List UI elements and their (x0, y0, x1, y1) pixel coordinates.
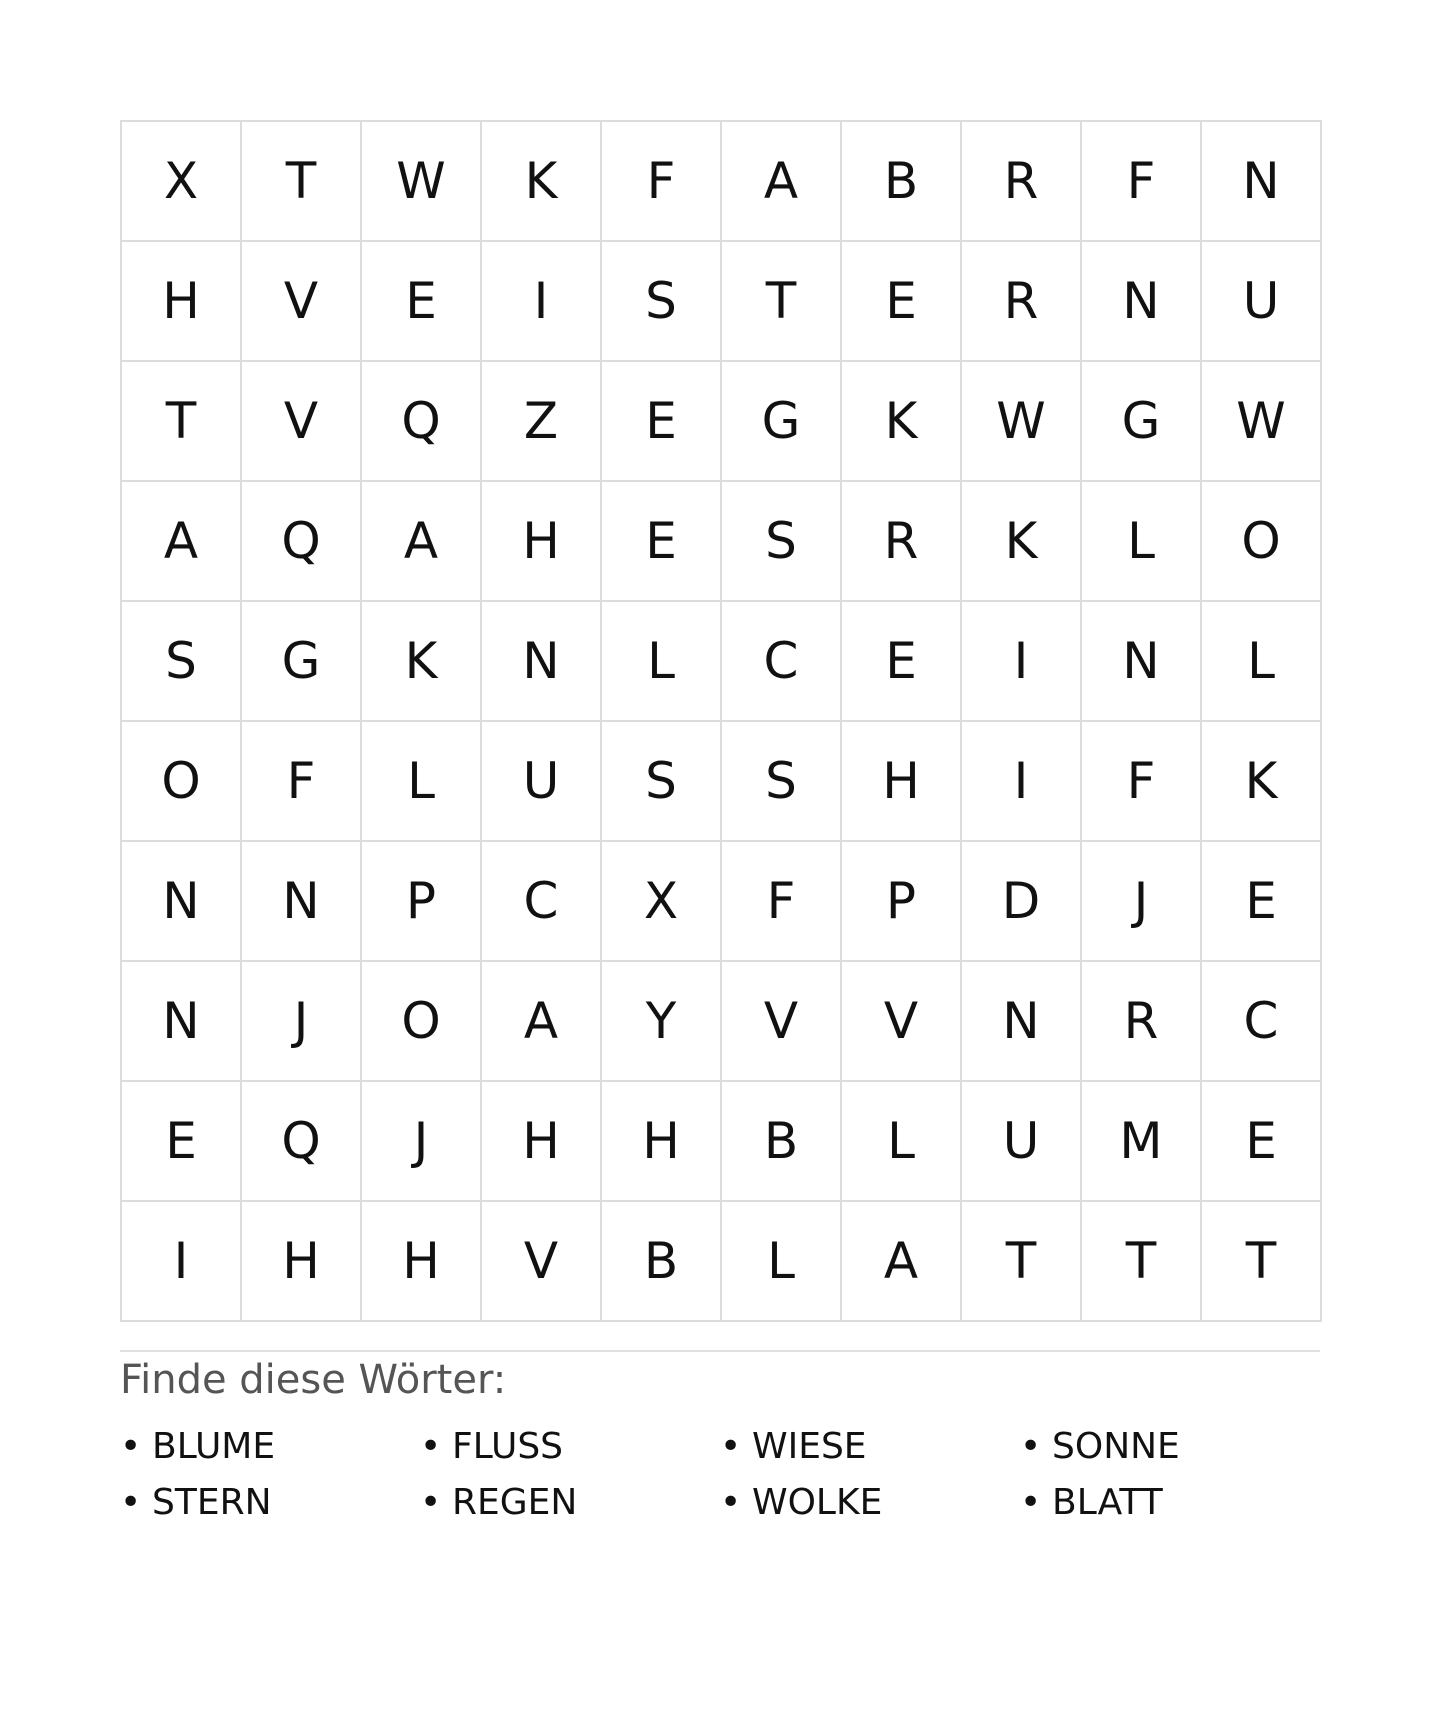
grid-cell[interactable]: S (602, 242, 722, 362)
grid-cell[interactable]: R (962, 122, 1082, 242)
instruction-text: Finde diese Wörter: (120, 1357, 507, 1403)
grid-cell[interactable]: S (722, 722, 842, 842)
grid-cell[interactable]: E (602, 482, 722, 602)
grid-cell[interactable]: L (362, 722, 482, 842)
word-list-item (120, 1474, 420, 1530)
grid-cell[interactable]: Q (242, 482, 362, 602)
grid-cell[interactable]: H (482, 1082, 602, 1202)
word-label: BLUME (152, 1425, 276, 1467)
grid-cell[interactable]: A (362, 482, 482, 602)
grid-cell[interactable]: L (1202, 602, 1322, 722)
grid-cell[interactable]: R (962, 242, 1082, 362)
bullet-icon: • (1020, 1481, 1042, 1523)
word-list-item (1020, 1418, 1320, 1474)
grid-cell[interactable]: T (1202, 1202, 1322, 1322)
grid-cell[interactable]: V (482, 1202, 602, 1322)
word-list-item (720, 1474, 1020, 1530)
grid-cell[interactable]: I (122, 1202, 242, 1322)
grid-cell[interactable]: R (1082, 962, 1202, 1082)
grid-cell[interactable]: A (722, 122, 842, 242)
grid-cell[interactable]: H (122, 242, 242, 362)
grid-cell[interactable]: H (842, 722, 962, 842)
grid-cell[interactable]: C (1202, 962, 1322, 1082)
grid-cell[interactable]: H (242, 1202, 362, 1322)
grid-cell[interactable]: P (362, 842, 482, 962)
word-list-item (720, 1418, 1020, 1474)
bullet-icon: • (1020, 1425, 1042, 1467)
grid-cell[interactable]: G (722, 362, 842, 482)
grid-cell[interactable]: H (602, 1082, 722, 1202)
grid-cell[interactable]: N (1202, 122, 1322, 242)
grid-cell[interactable]: F (242, 722, 362, 842)
grid-cell[interactable]: K (482, 122, 602, 242)
grid-cell[interactable]: Q (362, 362, 482, 482)
grid-cell[interactable]: A (482, 962, 602, 1082)
grid-cell[interactable]: E (602, 362, 722, 482)
bullet-icon: • (120, 1481, 142, 1523)
grid-cell[interactable]: N (242, 842, 362, 962)
grid-cell[interactable]: N (122, 842, 242, 962)
grid-cell[interactable]: K (842, 362, 962, 482)
grid-cell[interactable]: U (962, 1082, 1082, 1202)
word-label: WOLKE (752, 1481, 883, 1523)
grid-cell[interactable]: N (122, 962, 242, 1082)
word-label: SONNE (1052, 1425, 1180, 1467)
grid-cell[interactable]: J (362, 1082, 482, 1202)
grid-cell[interactable]: N (1082, 242, 1202, 362)
word-label: STERN (152, 1481, 272, 1523)
grid-cell[interactable]: K (962, 482, 1082, 602)
grid-cell[interactable]: T (722, 242, 842, 362)
grid-cell[interactable]: V (242, 242, 362, 362)
bullet-icon: • (420, 1425, 442, 1467)
grid-cell[interactable]: V (242, 362, 362, 482)
grid-cell[interactable]: U (1202, 242, 1322, 362)
grid-cell[interactable]: L (722, 1202, 842, 1322)
grid-cell[interactable]: Y (602, 962, 722, 1082)
grid-cell[interactable]: E (122, 1082, 242, 1202)
word-list-item (120, 1418, 420, 1474)
bullet-icon: • (420, 1481, 442, 1523)
grid-cell[interactable]: E (362, 242, 482, 362)
grid-cell[interactable]: F (1082, 122, 1202, 242)
bullet-icon: • (720, 1481, 742, 1523)
grid-cell[interactable]: X (122, 122, 242, 242)
grid-cell[interactable]: T (1082, 1202, 1202, 1322)
grid-cell[interactable]: H (482, 482, 602, 602)
grid-cell[interactable]: F (602, 122, 722, 242)
grid-cell[interactable]: S (722, 482, 842, 602)
word-label: REGEN (452, 1481, 578, 1523)
bullet-icon: • (720, 1425, 742, 1467)
grid-cell[interactable]: N (1082, 602, 1202, 722)
grid-cell[interactable]: G (242, 602, 362, 722)
grid-cell[interactable]: C (482, 842, 602, 962)
grid-cell[interactable]: U (482, 722, 602, 842)
word-list-item (1020, 1474, 1320, 1530)
grid-cell[interactable]: T (962, 1202, 1082, 1322)
grid-cell[interactable]: I (962, 602, 1082, 722)
grid-cell[interactable]: W (1202, 362, 1322, 482)
grid-cell[interactable]: Z (482, 362, 602, 482)
grid-cell[interactable]: F (722, 842, 842, 962)
grid-cell[interactable]: W (362, 122, 482, 242)
grid-cell[interactable]: C (722, 602, 842, 722)
grid-cell[interactable]: B (722, 1082, 842, 1202)
grid-cell[interactable]: V (722, 962, 842, 1082)
grid-cell[interactable]: T (242, 122, 362, 242)
grid-cell[interactable]: J (242, 962, 362, 1082)
grid-cell[interactable]: O (122, 722, 242, 842)
grid-cell[interactable]: N (962, 962, 1082, 1082)
grid-cell[interactable]: L (602, 602, 722, 722)
word-list-item (420, 1474, 720, 1530)
grid-cell[interactable]: F (1082, 722, 1202, 842)
grid-cell[interactable]: L (842, 1082, 962, 1202)
grid-cell[interactable]: K (1202, 722, 1322, 842)
grid-cell[interactable]: T (122, 362, 242, 482)
grid-cell[interactable]: W (962, 362, 1082, 482)
grid-cell[interactable]: I (482, 242, 602, 362)
grid-cell[interactable]: E (842, 242, 962, 362)
grid-cell[interactable]: K (362, 602, 482, 722)
grid-cell[interactable]: B (602, 1202, 722, 1322)
grid-cell[interactable]: I (962, 722, 1082, 842)
grid-cell[interactable]: S (602, 722, 722, 842)
grid-cell[interactable]: E (1202, 842, 1322, 962)
grid-cell[interactable]: L (1082, 482, 1202, 602)
grid-cell[interactable]: B (842, 122, 962, 242)
grid-cell[interactable]: H (362, 1202, 482, 1322)
grid-cell[interactable]: V (842, 962, 962, 1082)
word-list (120, 1418, 1320, 1530)
grid-cell[interactable]: E (1202, 1082, 1322, 1202)
divider (120, 1350, 1320, 1352)
grid-cell[interactable]: M (1082, 1082, 1202, 1202)
word-label: WIESE (752, 1425, 867, 1467)
grid-cell[interactable]: P (842, 842, 962, 962)
word-label: FLUSS (452, 1425, 564, 1467)
grid-cell[interactable]: R (842, 482, 962, 602)
grid-cell[interactable]: J (1082, 842, 1202, 962)
grid-cell[interactable]: X (602, 842, 722, 962)
grid-cell[interactable]: G (1082, 362, 1202, 482)
grid-cell[interactable]: S (122, 602, 242, 722)
grid-cell[interactable]: N (482, 602, 602, 722)
grid-cell[interactable]: D (962, 842, 1082, 962)
grid-cell[interactable]: A (842, 1202, 962, 1322)
word-search-puzzle (120, 120, 1320, 1530)
grid-cell[interactable]: O (362, 962, 482, 1082)
letter-grid (120, 120, 1322, 1322)
word-label: BLATT (1052, 1481, 1163, 1523)
grid-cell[interactable]: A (122, 482, 242, 602)
grid-cell[interactable]: O (1202, 482, 1322, 602)
word-list-item (420, 1418, 720, 1474)
bullet-icon: • (120, 1425, 142, 1467)
grid-cell[interactable]: Q (242, 1082, 362, 1202)
grid-cell[interactable]: E (842, 602, 962, 722)
